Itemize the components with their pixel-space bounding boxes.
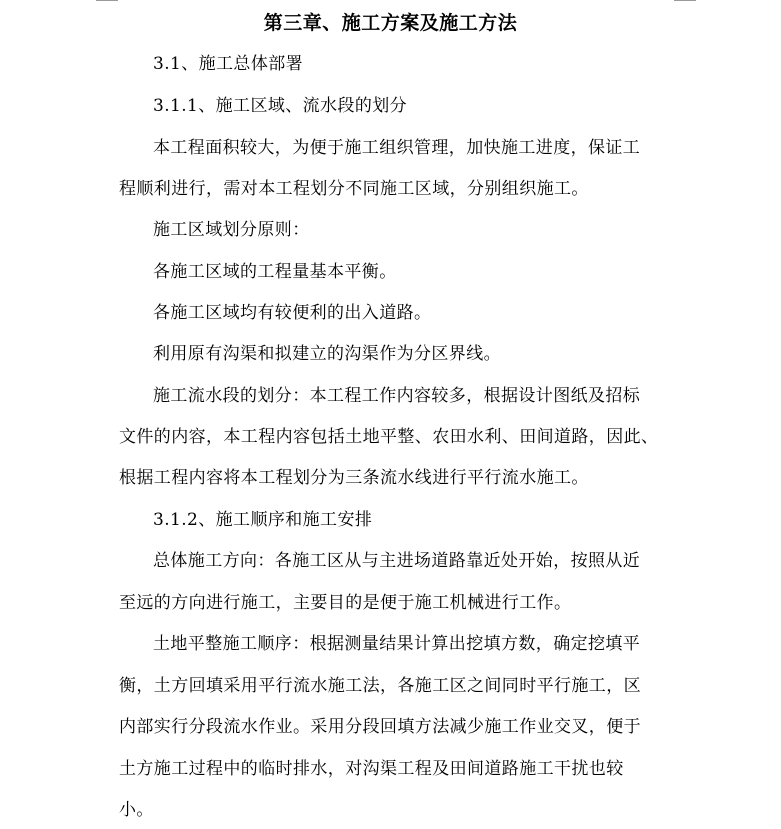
paragraph-line: 程顺利进行，需对本工程划分不同施工区域，分别组织施工。: [119, 179, 589, 199]
paragraph-line: 衡，土方回填采用平行流水施工法，各施工区之间同时平行施工，区: [119, 676, 641, 696]
page-corner-mark-left: [96, 0, 118, 1]
section-heading-3-1-2: 3.1.2、施工顺序和施工安排: [153, 510, 373, 530]
paragraph-line: 施工流水段的划分：本工程工作内容较多，根据设计图纸及招标: [153, 386, 641, 406]
paragraph-line: 小。: [119, 800, 154, 820]
paragraph-line: 施工区域划分原则：: [153, 220, 310, 240]
paragraph-line: 土方施工过程中的临时排水，对沟渠工程及田间道路施工干扰也较: [119, 759, 624, 779]
paragraph-line: 至远的方向进行施工，主要目的是便于施工机械进行工作。: [119, 593, 572, 613]
paragraph-line: 内部实行分段流水作业。采用分段回填方法减少施工作业交叉，便于: [119, 717, 641, 737]
paragraph-line: 利用原有沟渠和拟建立的沟渠作为分区界线。: [153, 344, 501, 364]
paragraph-line: 根据工程内容将本工程划分为三条流水线进行平行流水施工。: [119, 468, 589, 488]
chapter-title: 第三章、施工方案及施工方法: [263, 12, 518, 34]
paragraph-line: 总体施工方向：各施工区从与主进场道路靠近处开始，按照从近: [153, 551, 641, 571]
section-heading-3-1-1: 3.1.1、施工区域、流水段的划分: [153, 96, 408, 116]
paragraph-line: 本工程面积较大，为便于施工组织管理，加快施工进度，保证工: [153, 138, 641, 158]
paragraph-line: 各施工区域的工程量基本平衡。: [153, 262, 397, 282]
paragraph-line: 各施工区域均有较便利的出入道路。: [153, 303, 432, 323]
paragraph-line: 文件的内容，本工程内容包括土地平整、农田水利、田间道路，因此、: [119, 427, 659, 447]
paragraph-line: 土地平整施工顺序：根据测量结果计算出挖填方数，确定挖填平: [153, 634, 641, 654]
page-corner-mark-right: [674, 0, 696, 1]
section-heading-3-1: 3.1、施工总体部署: [153, 54, 304, 74]
